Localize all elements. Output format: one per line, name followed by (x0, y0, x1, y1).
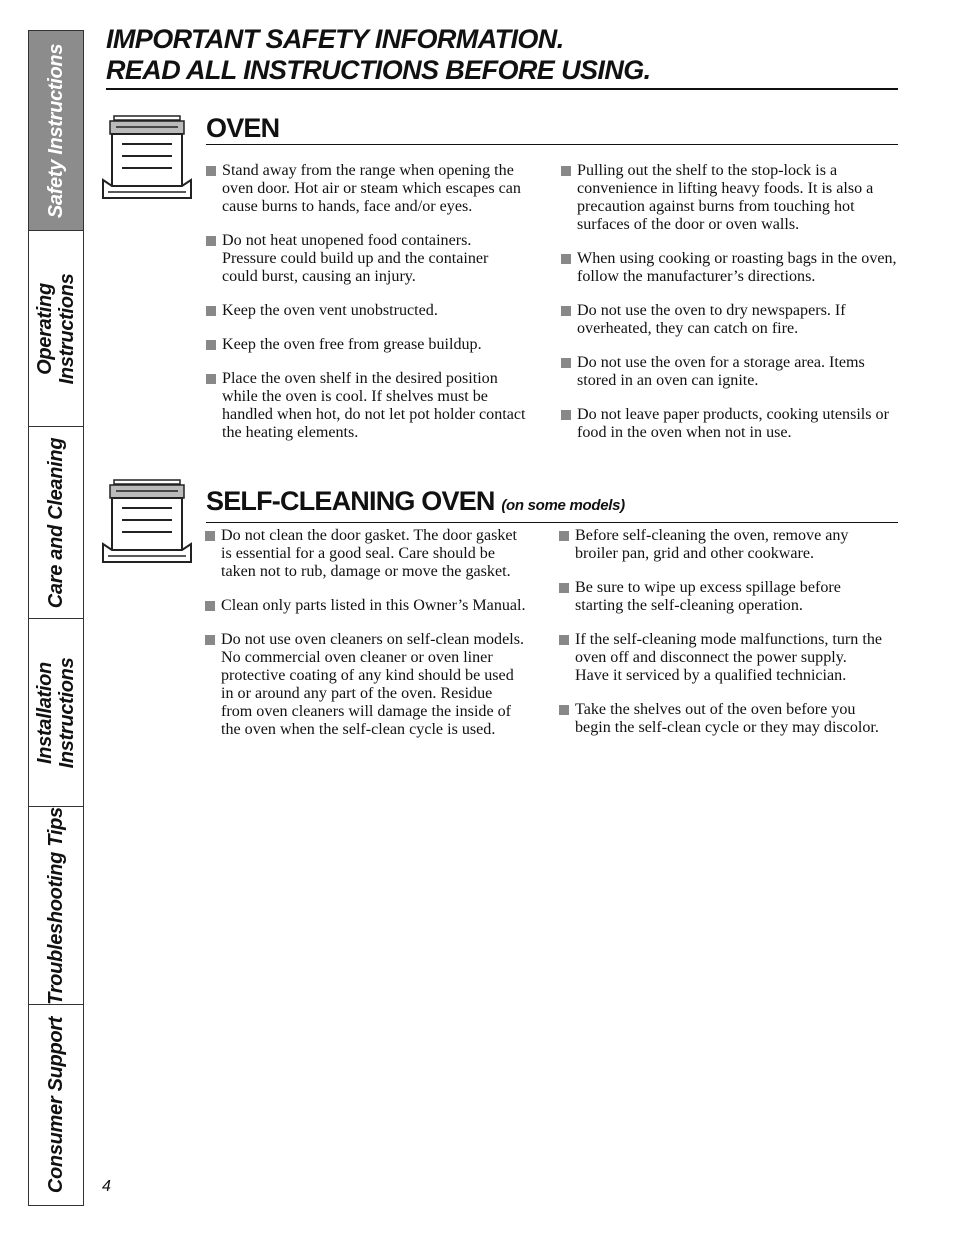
tab-label: Operating (34, 282, 56, 375)
list-item: If the self-cleaning mode malfunctions, turn the oven off and disconnect the power supply. Have it serviced by a qualified technician. (559, 631, 884, 685)
tab-label: Safety Instructions (45, 43, 67, 218)
right-column (561, 152, 898, 451)
list-item: Keep the oven vent unobstructed. (206, 302, 528, 320)
left-column (206, 152, 528, 451)
tab-label: Consumer Support (45, 1016, 67, 1194)
tab-troubleshooting-tips[interactable] (29, 807, 83, 1005)
heading-subtitle: (on some models) (501, 497, 625, 514)
tab-operating-instructions[interactable] (29, 231, 83, 427)
section-heading (206, 485, 898, 523)
section-tabs (28, 30, 84, 1206)
tab-label: Troubleshooting Tips (45, 806, 67, 1005)
list-item: Do not use the oven to dry newspapers. If overheated, they can catch on fire. (561, 302, 898, 338)
list-item: Clean only parts listed in this Owner’s Manual. (205, 597, 527, 615)
oven-icon (100, 476, 194, 568)
list-item: Before self-cleaning the oven, remove any broiler pan, grid and other cookware. (559, 527, 884, 563)
oven-section (100, 112, 898, 452)
list-item: Be sure to wipe up excess spillage before starting the self-cleaning operation. (559, 579, 884, 615)
list-item: Do not leave paper products, cooking utensils or food in the oven when not in use. (561, 406, 898, 442)
title-line-2: READ ALL INSTRUCTIONS BEFORE USING. (106, 55, 651, 85)
list-item: Stand away from the range when opening the oven door. Hot air or steam which escapes can cause burns to hands, face and/or eyes. (206, 162, 528, 216)
right-column (559, 525, 884, 746)
list-item: Keep the oven free from grease buildup. (206, 336, 528, 354)
tab-label: Installation (34, 661, 56, 764)
tab-care-and-cleaning[interactable] (29, 427, 83, 619)
heading-text: SELF-CLEANING OVEN (206, 486, 495, 516)
tab-consumer-support[interactable] (29, 1005, 83, 1205)
list-item: Take the shelves out of the oven before you begin the self-clean cycle or they may discolor. (559, 701, 884, 737)
page-number: 4 (102, 1178, 111, 1195)
list-item: Do not heat unopened food containers. Pressure could build up and the container could burst, causing an injury. (206, 232, 528, 286)
tab-label: Care and Cleaning (45, 437, 67, 608)
heading-text: OVEN (206, 113, 280, 143)
list-item: Pulling out the shelf to the stop-lock is a convenience in lifting heavy foods. It is also a precaution against burns from touching hot surfaces of the door or oven walls. (561, 162, 898, 234)
tab-label: Instructions (56, 657, 78, 768)
list-item: When using cooking or roasting bags in the oven, follow the manufacturer’s directions. (561, 250, 898, 286)
tab-installation-instructions[interactable] (29, 619, 83, 807)
oven-icon (100, 112, 194, 204)
tab-safety-instructions[interactable] (29, 31, 83, 231)
title-line-1: IMPORTANT SAFETY INFORMATION. (106, 24, 564, 54)
section-heading (206, 112, 898, 145)
self-cleaning-oven-section (100, 476, 898, 796)
list-item: Place the oven shelf in the desired position while the oven is cool. If shelves must be handled when hot, do not let pot holder contact the heating elements. (206, 370, 528, 442)
tab-label: Instructions (56, 273, 78, 384)
list-item: Do not use oven cleaners on self-clean models. No commercial oven cleaner or oven liner protective coating of any kind should be used in or around any part of the oven. Residue from oven cleaners will damage the inside of the oven when the self-clean cycle is used. (205, 631, 527, 739)
page-title (106, 24, 898, 90)
list-item: Do not use the oven for a storage area. Items stored in an oven can ignite. (561, 354, 898, 390)
list-item: Do not clean the door gasket. The door gasket is essential for a good seal. Care should be taken not to rub, damage or move the gasket. (205, 527, 527, 581)
left-column (205, 525, 527, 748)
